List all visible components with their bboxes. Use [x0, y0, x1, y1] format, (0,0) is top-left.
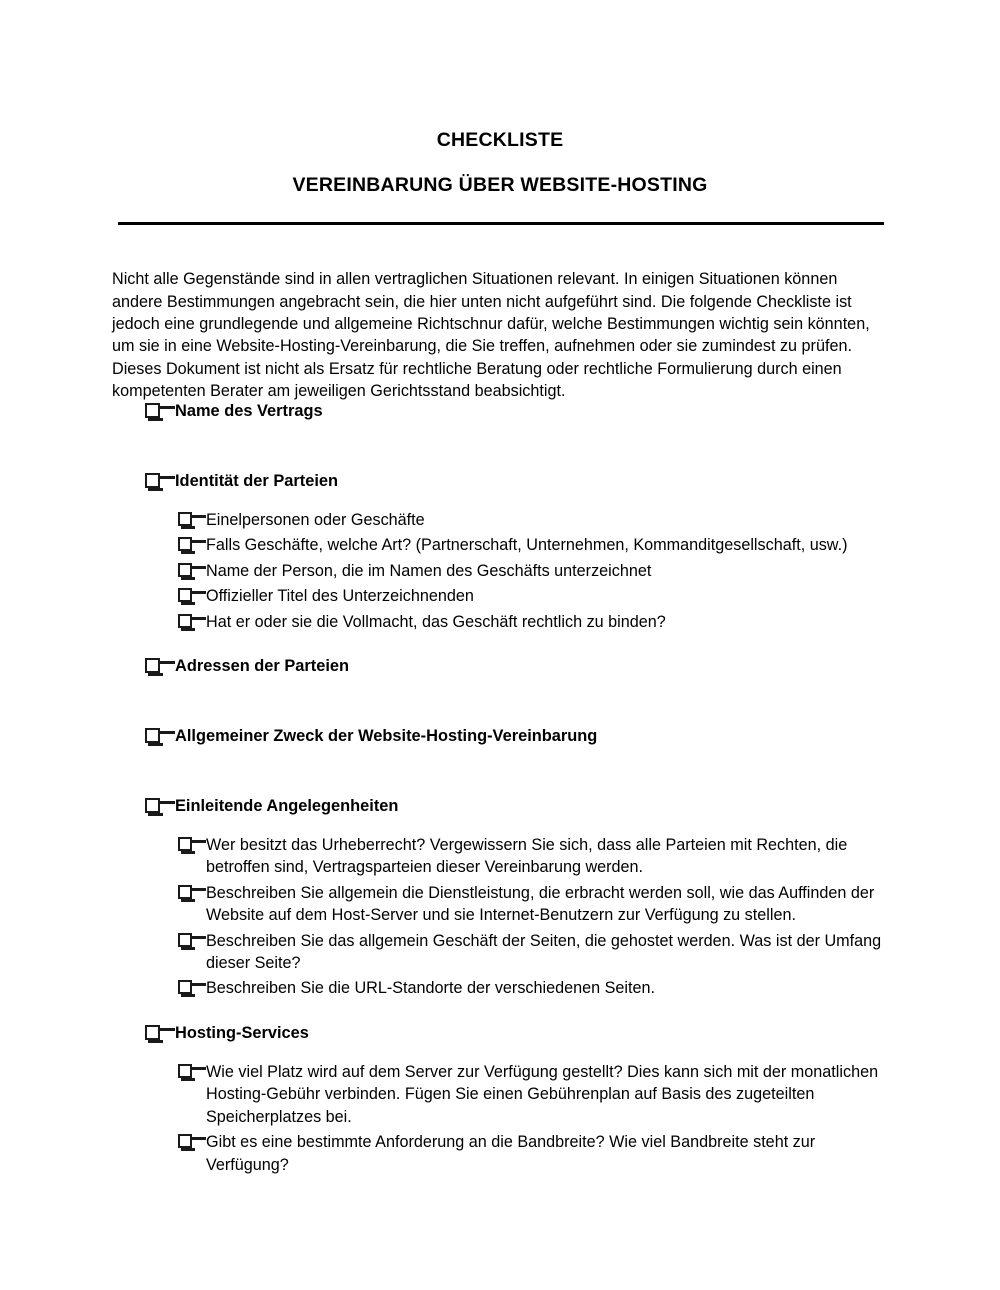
checklist-heading-row[interactable]	[0, 725, 1000, 751]
checklist-section	[0, 795, 1000, 1000]
checklist-subitem-label: Falls Geschäfte, welche Art? (Partnerschaft, Unternehmen, Kommanditgesellschaft, usw.)	[206, 536, 848, 555]
checklist-subitem-label: Hat er oder sie die Vollmacht, das Geschäft rechtlich zu binden?	[206, 612, 666, 631]
checklist-section	[0, 725, 1000, 795]
checklist-heading-label: Name des Vertrags	[175, 402, 323, 420]
checklist-subitem-label: Beschreiben Sie allgemein die Dienstleistung, die erbracht werden soll, wie das Auffinden der Website auf dem Host-Server und sie Internet-Benutzern zur Verfügung zu stellen.	[206, 883, 875, 925]
checkbox-empty-icon[interactable]	[145, 728, 160, 743]
checkbox-empty-icon[interactable]	[178, 537, 192, 551]
checklist-heading-label: Einleitende Angelegenheiten	[175, 797, 399, 816]
checklist-heading-row[interactable]	[0, 470, 1000, 496]
checklist-section	[0, 400, 1000, 470]
checklist-subitem-row[interactable]	[0, 977, 1000, 999]
checklist-subitem-label: Wer besitzt das Urheberrecht? Vergewissern Sie sich, dass alle Parteien mit Rechten, die betroffen sind, Vertragsparteien dieser Vereinbarung werden.	[206, 836, 848, 877]
checklist-subitem-row[interactable]	[0, 834, 1000, 879]
checkbox-empty-icon[interactable]	[178, 837, 192, 851]
checklist-heading-row[interactable]	[0, 795, 1000, 821]
checklist-heading-label: Allgemeiner Zweck der Website-Hosting-Vereinbarung	[175, 727, 598, 746]
checklist-subitem-row[interactable]	[0, 585, 1000, 607]
checklist-subitem-group	[0, 509, 1000, 633]
document-title-secondary: VEREINBARUNG ÜBER WEBSITE-HOSTING	[292, 174, 708, 196]
checklist-heading-label: Hosting-Services	[175, 1023, 309, 1042]
checkbox-empty-icon[interactable]	[145, 473, 160, 488]
intro-paragraph: Nicht alle Gegenstände sind in allen vertraglichen Situationen relevant. In einigen Situationen können andere Bestimmungen angebracht sein, die hier unten nicht aufgeführt sind. Die folgende Checkliste ist jedoch eine grundlegende und allgemeine Richtschnur dafür, welche Bestimmungen wichtig sein könnten, um sie in eine Website-Hosting-Vereinbarung, die Sie treffen, aufnehmen oder sie zumindest zu prüfen. Dieses Dokument ist nicht als Ersatz für rechtliche Beratung oder rechtliche Formulierung durch einen kompetenten Berater am jeweiligen Gerichtsstand beabsichtigt.	[112, 270, 870, 401]
checklist-subitem-row[interactable]	[0, 1131, 1000, 1176]
checklist-subitem-label: Gibt es eine bestimmte Anforderung an die Bandbreite? Wie viel Bandbreite steht zur Verfügung?	[206, 1133, 816, 1174]
checkbox-empty-icon[interactable]	[178, 933, 192, 947]
section-spacer	[0, 755, 1000, 795]
checklist-subitem-row[interactable]	[0, 611, 1000, 633]
checklist-subitem-group	[0, 1061, 1000, 1176]
checklist-subitem-row[interactable]	[0, 930, 1000, 975]
checklist-heading-label: Identität der Parteien	[175, 472, 339, 490]
checkbox-empty-icon[interactable]	[178, 885, 192, 899]
section-spacer	[0, 685, 1000, 725]
checklist-subitem-label: Beschreiben Sie die URL-Standorte der verschiedenen Seiten.	[206, 979, 656, 998]
checklist-subitem-label: Wie viel Platz wird auf dem Server zur Verfügung gestellt? Dies kann sich mit der monatlichen Hosting-Gebühr verbinden. Fügen Sie einen Gebührenplan auf Basis des zugeteilten Speicherplatzes bei.	[206, 1062, 879, 1126]
checklist-heading-row[interactable]	[0, 655, 1000, 681]
checkbox-empty-icon[interactable]	[178, 614, 192, 628]
checklist-heading-row[interactable]	[0, 400, 1000, 426]
checkbox-empty-icon[interactable]	[145, 658, 160, 673]
checklist-subitem-row[interactable]	[0, 1061, 1000, 1128]
checkbox-empty-icon[interactable]	[145, 403, 160, 418]
checklist-subitem-row[interactable]	[0, 509, 1000, 531]
checkbox-empty-icon[interactable]	[178, 1134, 192, 1148]
checklist-subitem-row[interactable]	[0, 882, 1000, 927]
checkbox-empty-icon[interactable]	[178, 588, 192, 602]
checklist-section	[0, 655, 1000, 725]
checklist-section	[0, 470, 1000, 633]
checkbox-empty-icon[interactable]	[145, 798, 160, 813]
checklist-subitem-group	[0, 834, 1000, 1000]
checklist-subitem-label: Name der Person, die im Namen des Geschäfts unterzeichnet	[206, 561, 652, 580]
checklist-heading-row[interactable]	[0, 1022, 1000, 1048]
checklist-subitem-row[interactable]	[0, 560, 1000, 582]
checklist-subitem-label: Beschreiben Sie das allgemein Geschäft der Seiten, die gehostet werden. Was ist der Umfang dieser Seite?	[206, 931, 882, 973]
title-divider-rule	[118, 222, 884, 225]
checkbox-empty-icon[interactable]	[178, 1064, 192, 1078]
checkbox-empty-icon[interactable]	[178, 563, 192, 577]
checklist-heading-label: Adressen der Parteien	[175, 657, 349, 676]
checklist-section	[0, 1022, 1000, 1176]
checkbox-empty-icon[interactable]	[178, 980, 192, 994]
checkbox-empty-icon[interactable]	[145, 1025, 160, 1040]
checkbox-empty-icon[interactable]	[178, 512, 192, 526]
checklist-subitem-row[interactable]	[0, 534, 1000, 556]
checklist-subitem-label: Offizieller Titel des Unterzeichnenden	[206, 587, 474, 606]
section-spacer	[0, 430, 1000, 470]
document-title-primary: CHECKLISTE	[436, 129, 564, 151]
checklist-subitem-label: Einelpersonen oder Geschäfte	[206, 511, 425, 529]
checklist-body	[0, 400, 1000, 1198]
